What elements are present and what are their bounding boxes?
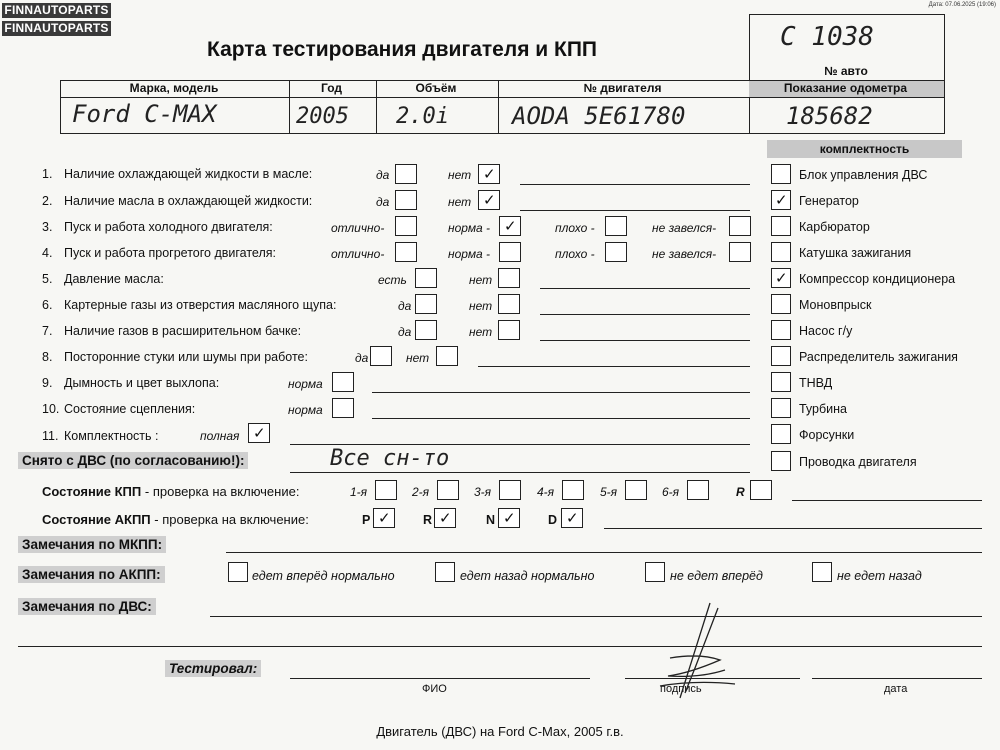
option-label: нет: [406, 351, 430, 365]
question-label: Наличие масла в охлаждающей жидкости:: [64, 194, 313, 208]
kit-checkbox[interactable]: [771, 294, 791, 314]
akpp-suffix: - проверка на включение:: [154, 512, 309, 527]
option-checkbox[interactable]: [332, 372, 354, 392]
gear-label: 3-я: [474, 485, 492, 499]
akpp-mode-checkbox[interactable]: ✓: [373, 508, 395, 528]
answer-line[interactable]: [372, 418, 750, 419]
gear-checkbox[interactable]: [687, 480, 709, 500]
handwritten-signature: [640, 598, 750, 708]
question-label: Наличие охлаждающей жидкости в масле:: [64, 167, 313, 181]
option-checkbox[interactable]: [395, 242, 417, 262]
answer-line[interactable]: [540, 340, 750, 341]
option-label: есть: [378, 273, 407, 287]
option-label: да: [376, 195, 390, 209]
question-label: Дымность и цвет выхлопа:: [64, 376, 220, 390]
option-label: норма: [288, 377, 323, 391]
mkpp-notes-label: Замечания по МКПП:: [18, 536, 166, 553]
question-number: 4.: [42, 246, 53, 260]
date-line[interactable]: [812, 678, 982, 679]
option-checkbox[interactable]: ✓: [478, 190, 500, 210]
option-checkbox[interactable]: ✓: [248, 423, 270, 443]
question-label: Картерные газы из отверстия масляного щупа:: [64, 298, 337, 312]
gear-checkbox[interactable]: [625, 480, 647, 500]
kit-checkbox[interactable]: [771, 451, 791, 471]
option-checkbox[interactable]: ✓: [478, 164, 500, 184]
question-number: 5.: [42, 272, 53, 286]
tested-by-label: Тестировал:: [165, 660, 261, 677]
kit-label: Насос г/у: [799, 324, 853, 338]
kit-label: Генератор: [799, 194, 859, 208]
gear-checkbox[interactable]: [562, 480, 584, 500]
akpp-option-checkbox[interactable]: [435, 562, 455, 582]
kpp-line[interactable]: [792, 500, 982, 501]
question-label: Состояние сцепления:: [64, 402, 196, 416]
kit-label: ТНВД: [799, 376, 833, 390]
gear-label: R: [736, 485, 745, 499]
kit-label: Блок управления ДВС: [799, 168, 928, 182]
date-label: дата: [884, 683, 908, 695]
header-odometer: Показание одометра: [783, 81, 908, 95]
signature-label: подпись: [660, 683, 702, 695]
option-checkbox[interactable]: [415, 268, 437, 288]
question-number: 1.: [42, 167, 53, 181]
kit-checkbox[interactable]: ✓: [771, 190, 791, 210]
option-label: нет: [469, 299, 493, 313]
mkpp-notes-line[interactable]: [226, 552, 982, 553]
kit-checkbox[interactable]: [771, 424, 791, 444]
kit-checkbox[interactable]: [771, 372, 791, 392]
value-engine-no: AODA 5E61780: [512, 102, 686, 130]
option-checkbox[interactable]: [436, 346, 458, 366]
image-caption: Двигатель (ДВС) на Ford C-Max, 2005 г.в.: [376, 724, 624, 739]
option-checkbox[interactable]: [729, 242, 751, 262]
question-number: 2.: [42, 194, 53, 208]
kit-checkbox[interactable]: [771, 398, 791, 418]
akpp-option-label: едет назад нормально: [460, 569, 595, 583]
answer-line[interactable]: [290, 444, 750, 445]
option-checkbox[interactable]: [332, 398, 354, 418]
fio-line[interactable]: [290, 678, 590, 679]
option-checkbox[interactable]: [395, 164, 417, 184]
header-volume: Объём: [415, 81, 457, 95]
gear-label: 5-я: [600, 485, 618, 499]
kit-header: комплектность: [767, 140, 962, 158]
kit-checkbox[interactable]: [771, 242, 791, 262]
option-label: отлично-: [331, 247, 385, 261]
option-label: не завелся-: [652, 247, 717, 261]
dvs-notes-label: Замечания по ДВС:: [18, 598, 156, 615]
gear-label: 6-я: [662, 485, 680, 499]
value-odometer: 185682: [786, 102, 873, 130]
option-checkbox[interactable]: [415, 320, 437, 340]
option-label: норма: [288, 403, 323, 417]
akpp-mode-label: D: [548, 513, 558, 527]
option-checkbox[interactable]: [498, 294, 520, 314]
option-label: да: [355, 351, 369, 365]
akpp-mode-label: P: [362, 513, 371, 527]
gear-checkbox[interactable]: [750, 480, 772, 500]
akpp-option-label: не едет вперёд: [670, 569, 763, 583]
brand-logo: FINNAUTOPARTS: [2, 21, 111, 36]
akpp-mode-label: R: [423, 513, 433, 527]
akpp-mode-checkbox[interactable]: ✓: [498, 508, 520, 528]
option-checkbox[interactable]: [605, 242, 627, 262]
option-label: да: [376, 168, 390, 182]
option-label: нет: [448, 168, 472, 182]
option-checkbox[interactable]: [395, 216, 417, 236]
fio-label: ФИО: [422, 683, 447, 695]
auto-number-label: № авто: [824, 64, 868, 78]
kpp-suffix: - проверка на включение:: [144, 484, 300, 499]
option-label: не завелся-: [652, 221, 717, 235]
answer-line[interactable]: [478, 366, 750, 367]
option-checkbox[interactable]: [498, 268, 520, 288]
option-label: норма -: [448, 221, 491, 235]
gear-checkbox[interactable]: [499, 480, 521, 500]
kit-checkbox[interactable]: [771, 320, 791, 340]
option-label: отлично-: [331, 221, 385, 235]
dvs-notes-line[interactable]: [18, 646, 982, 647]
kit-label: Компрессор кондиционера: [799, 272, 956, 286]
option-label: да: [398, 299, 412, 313]
question-label: Давление масла:: [64, 272, 164, 286]
answer-line[interactable]: [372, 392, 750, 393]
akpp-option-checkbox[interactable]: [812, 562, 832, 582]
answer-line[interactable]: [520, 184, 750, 185]
gear-label: 2-я: [412, 485, 430, 499]
print-date: Дата: 07.06.2025 (19:06): [928, 2, 996, 8]
kit-checkbox[interactable]: [771, 216, 791, 236]
option-checkbox[interactable]: [395, 190, 417, 210]
question-label: Пуск и работа прогретого двигателя:: [64, 246, 276, 260]
option-label: нет: [469, 325, 493, 339]
akpp-notes-label: Замечания по АКПП:: [18, 566, 165, 583]
akpp-label: Состояние АКПП: [42, 512, 151, 527]
gear-label: 4-я: [537, 485, 555, 499]
option-label: плохо -: [555, 221, 595, 235]
header-year: Год: [321, 81, 342, 95]
question-label: Комплектность :: [64, 429, 159, 443]
option-label: нет: [469, 273, 493, 287]
question-number: 7.: [42, 324, 53, 338]
option-label: норма -: [448, 247, 491, 261]
removed-label: Снято с ДВС (по согласованию!):: [18, 452, 248, 469]
akpp-mode-label: N: [486, 513, 496, 527]
question-label: Пуск и работа холодного двигателя:: [64, 220, 273, 234]
option-label: нет: [448, 195, 472, 209]
question-number: 3.: [42, 220, 53, 234]
auto-number-value: С 1038: [780, 22, 874, 52]
question-number: 6.: [42, 298, 53, 312]
option-label: полная: [200, 429, 240, 443]
option-checkbox[interactable]: [499, 242, 521, 262]
option-checkbox[interactable]: ✓: [499, 216, 521, 236]
akpp-mode-checkbox[interactable]: ✓: [561, 508, 583, 528]
kit-checkbox[interactable]: [771, 346, 791, 366]
answer-line[interactable]: [540, 288, 750, 289]
question-number: 11.: [42, 429, 59, 443]
akpp-mode-checkbox[interactable]: ✓: [434, 508, 456, 528]
removed-line[interactable]: [290, 472, 750, 473]
kit-label: Распределитель зажигания: [799, 350, 958, 364]
value-make: Ford C-MAX: [72, 100, 217, 128]
option-checkbox[interactable]: [605, 216, 627, 236]
question-number: 10.: [42, 402, 60, 416]
gear-checkbox[interactable]: [437, 480, 459, 500]
question-label: Посторонние стуки или шумы при работе:: [64, 350, 308, 364]
kit-checkbox[interactable]: [771, 164, 791, 184]
option-checkbox[interactable]: [370, 346, 392, 366]
brand-logo: FINNAUTOPARTS: [2, 3, 111, 18]
dvs-notes-line[interactable]: [210, 616, 982, 617]
question-number: 9.: [42, 376, 53, 390]
question-label: Наличие газов в расширительном бачке:: [64, 324, 302, 338]
page-title: Карта тестирования двигателя и КПП: [207, 38, 598, 61]
value-volume: 2.0i: [396, 104, 449, 129]
akpp-line[interactable]: [604, 528, 982, 529]
option-checkbox[interactable]: [415, 294, 437, 314]
question-number: 8.: [42, 350, 53, 364]
kit-label: Турбина: [799, 402, 847, 416]
answer-line[interactable]: [520, 210, 750, 211]
kit-checkbox[interactable]: ✓: [771, 268, 791, 288]
kit-label: Форсунки: [799, 428, 855, 442]
akpp-option-label: едет вперёд нормально: [252, 569, 395, 583]
akpp-option-checkbox[interactable]: [645, 562, 665, 582]
removed-value: Все сн-то: [330, 446, 450, 471]
value-year: 2005: [296, 104, 349, 129]
kit-label: Катушка зажигания: [799, 246, 912, 260]
header-engine-no: № двигателя: [583, 81, 662, 95]
akpp-row: [42, 512, 309, 527]
kit-label: Карбюратор: [799, 220, 870, 234]
option-checkbox[interactable]: [498, 320, 520, 340]
header-make: Марка, модель: [129, 81, 219, 95]
option-label: да: [398, 325, 412, 339]
kpp-row: [42, 484, 299, 499]
gear-label: 1-я: [350, 485, 368, 499]
akpp-option-label: не едет назад: [837, 569, 922, 583]
kit-label: Проводка двигателя: [799, 455, 917, 469]
kpp-label: Состояние КПП: [42, 484, 142, 499]
answer-line[interactable]: [540, 314, 750, 315]
gear-checkbox[interactable]: [375, 480, 397, 500]
option-checkbox[interactable]: [729, 216, 751, 236]
kit-label: Моновпрыск: [799, 298, 872, 312]
akpp-option-checkbox[interactable]: [228, 562, 248, 582]
option-label: плохо -: [555, 247, 595, 261]
